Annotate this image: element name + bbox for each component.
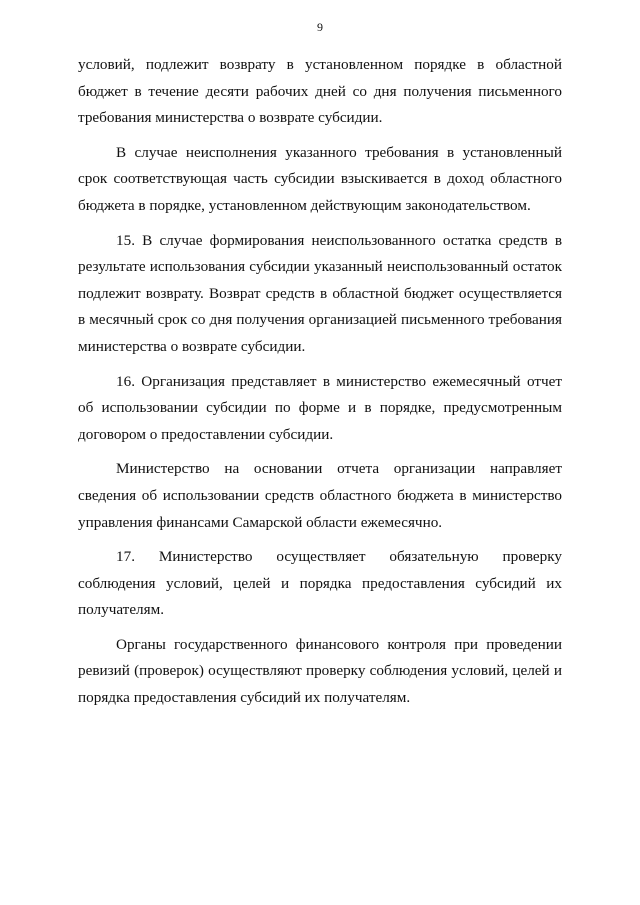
paragraph-continuation: условий, подлежит возврату в установленном порядке в областной бюджет в течение десяти рабочих дней со дня получения письменного требования министерства о возврате субсидии. xyxy=(78,56,562,127)
page-number: 9 xyxy=(317,20,323,34)
paragraph-clause-17: 17. Министерство осуществляет обязательную проверку соблюдения условий, целей и порядка предоставления субсидий их получателям. xyxy=(78,548,562,619)
paragraph-ministry-report: Министерство на основании отчета организации направляет сведения об использовании средств областного бюджета в министерство управления финансами Самарской области ежемесячно. xyxy=(78,460,562,531)
paragraph-financial-control: Органы государственного финансового контроля при проведении ревизий (проверок) осуществляют проверку соблюдения условий, целей и порядка предоставления субсидий их получателям. xyxy=(78,635,562,707)
paragraph-non-fulfillment: В случае неисполнения указанного требования в установленный срок соответствующая часть субсидии взыскивается в доход областного бюджета в порядке, установленном действующим законодательством. xyxy=(78,143,562,214)
paragraph-clause-15: 15. В случае формирования неиспользованного остатка средств в результате использования субсидии указанный неиспользованный остаток подлежит возврату. Возврат средств в областной бюджет осуществляется в месячный срок со дня получения организацией письменного требования министерства о возврате субсидии. xyxy=(78,231,562,355)
document-body xyxy=(78,52,562,712)
paragraph-clause-16: 16. Организация представляет в министерство ежемесячный отчет об использовании субсидии по форме и в порядке, предусмотренным договором о предоставлении субсидии. xyxy=(78,372,562,443)
